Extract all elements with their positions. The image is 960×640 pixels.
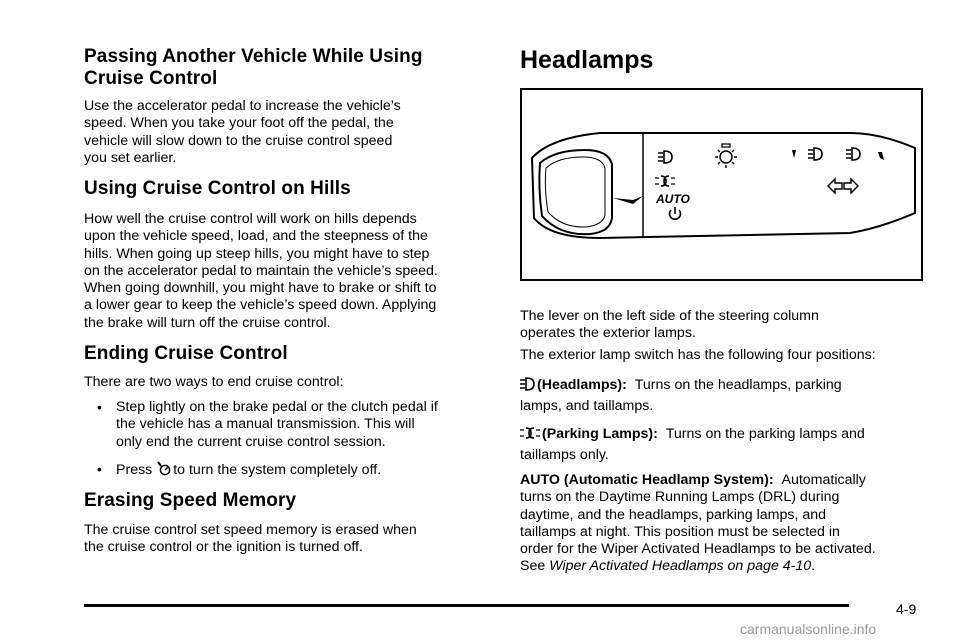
erasing-body: The cruise control set speed memory is erased when the cruise control or the ignition is turned off. [84, 522, 417, 556]
bullet-dot: • [97, 399, 102, 415]
auto-position-entry: AUTO (Automatic Headlamp System): Automatically turns on the Daytime Running Lamps (DRL) during daytime, and the headlamps, parking lamps, and taillamps at night. This position must be selected in order for the Wiper Activated Headlamps to be activated. See Wiper Activated Headlamps on page 4-10. [520, 472, 876, 575]
page-title: Headlamps [520, 46, 654, 74]
section-title-passing-line2: Cruise Control [84, 68, 218, 89]
ending-bullet-brake: • Step lightly on the brake pedal or the clutch pedal if the vehicle has a manual transmission. This will only end the current cruise control session. [97, 399, 438, 450]
bullet-dot: • [97, 461, 102, 477]
passing-body: Use the accelerator pedal to increase the vehicle’s speed. When you take your foot off the pedal, the vehicle will slow down to the cruise control speed you set earlier. [84, 98, 401, 166]
footer-rule [84, 604, 849, 607]
hills-body: How well the cruise control will work on hills depends upon the vehicle speed, load, and the steepness of the hills. When going up steep hills, you might have to step on the accelerator pedal to maintain the vehicle’s speed. When going downhill, you might have to brake or shift to a lower gear to keep the vehicle’s speed down. Applying the brake will turn off the cruise control. [84, 211, 438, 331]
headlamp-lever-figure [520, 88, 923, 281]
headlamps-positions-intro: The exterior lamp switch has the following four positions: [520, 347, 876, 363]
cruise-control-icon [156, 461, 171, 476]
figure-frame [521, 89, 922, 280]
section-title-hills: Using Cruise Control on Hills [84, 178, 351, 199]
ending-intro: There are two ways to end cruise control: [84, 374, 344, 390]
headlamps-intro: The lever on the left side of the steering column operates the exterior lamps. [520, 308, 819, 342]
watermark: carmanualsonline.info [740, 621, 877, 637]
section-title-ending: Ending Cruise Control [84, 343, 288, 364]
ending-bullet-press: • Press to turn the system completely off. [97, 461, 382, 478]
cross-reference-link[interactable]: Wiper Activated Headlamps on page 4-10 [549, 558, 812, 575]
parking-lamp-icon [520, 426, 540, 440]
band-auto-label: AUTO [656, 192, 690, 206]
section-title-passing [84, 46, 496, 90]
page-number: 4-9 [896, 601, 917, 617]
section-title-erasing: Erasing Speed Memory [84, 490, 297, 511]
section-title-passing-line1: Passing Another Vehicle While Using [84, 46, 423, 67]
headlamp-icon [520, 377, 535, 391]
parking-lamps-position-entry: (Parking Lamps): Turns on the parking lamps and taillamps only. [520, 426, 865, 463]
headlamps-position-entry: (Headlamps): Turns on the headlamps, parking lamps, and taillamps. [520, 377, 842, 414]
